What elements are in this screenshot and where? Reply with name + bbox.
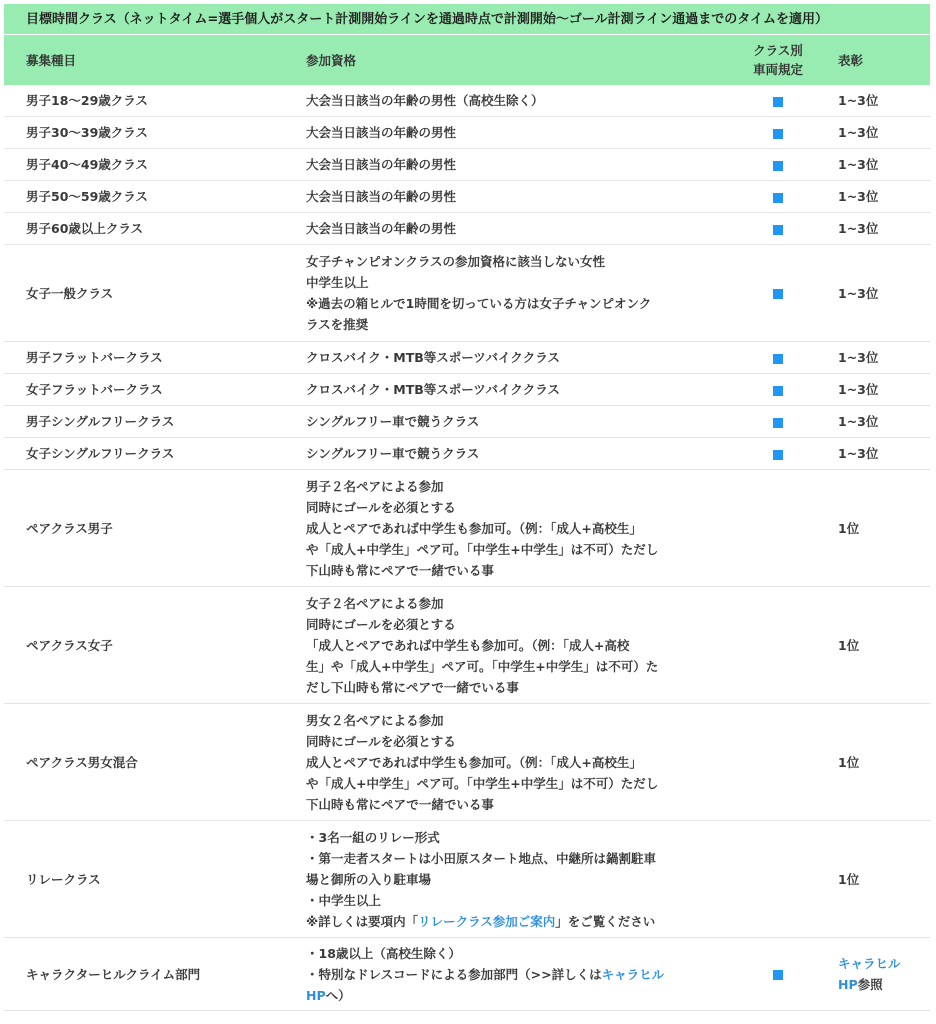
table-caption: 目標時間クラス（ネットタイム=選手個人がスタート計測開始ラインを通過時点で計測開始～ゴール計測ライン通過までのタイムを適用） [4,4,930,35]
category-cell: ペアクラス男女混合 [4,704,300,821]
table-row [4,149,930,181]
vehicle-rule-marker-icon [773,193,783,203]
vehicle-rule-cell [722,938,834,1011]
eligibility-line: 成人とペアであれば中学生も参加可。（例：「成人+高校生」 [306,520,642,536]
award-hp-link[interactable]: HP [838,977,858,992]
eligibility-line: ・中学生以上 [306,892,382,908]
eligibility-line: 女子２名ペアによる参加 [306,595,444,611]
eligibility-line: や「成人+中学生」ペア可。「中学生+中学生」は不可）ただし [306,541,659,557]
eligibility-cell [300,587,722,704]
award-cell: 1~3位 [834,85,930,117]
eligibility-line: クロスバイク・MTB等スポーツバイククラス [306,350,560,365]
vehicle-rule-cell [722,181,834,213]
eligibility-cell [300,374,722,406]
table-row [4,704,930,821]
eligibility-line: 生」や「成人+中学生」ペア可。「中学生+中学生」は不可）た [306,658,659,674]
award-cell: 1~3位 [834,374,930,406]
class-table-wrapper [4,4,930,1011]
vehicle-rule-cell [722,213,834,245]
table-row [4,117,930,149]
vehicle-rule-marker-icon [773,161,783,171]
table-row [4,342,930,374]
table-header-row [4,35,930,86]
table-row [4,213,930,245]
award-cell: 1~3位 [834,406,930,438]
category-cell: 男子シングルフリークラス [4,406,300,438]
table-row-character [4,938,930,1011]
note-prefix: ※詳しくは要項内「 [306,913,419,929]
table-row-relay [4,821,930,938]
vehicle-rule-cell [722,821,834,938]
award-cell: 1~3位 [834,149,930,181]
table-row [4,181,930,213]
category-cell: 女子フラットバークラス [4,374,300,406]
vehicle-rule-cell [722,406,834,438]
header-award: 表彰 [834,35,930,86]
eligibility-line: 下山時も常にペアで一緒でいる事 [306,796,494,812]
eligibility-line: ラスを推奨 [306,317,369,332]
vehicle-rule-marker-icon [773,418,783,428]
eligibility-cell [300,245,722,342]
eligibility-line: ・3名一組のリレー形式 [306,829,440,845]
award-charahill-link[interactable]: キャラヒル [838,956,901,971]
award-cell: 1~3位 [834,245,930,342]
category-cell: ペアクラス男子 [4,470,300,587]
eligibility-cell [300,342,722,374]
header-eligibility: 参加資格 [300,35,722,86]
eligibility-line: や「成人+中学生」ペア可。「中学生+中学生」は不可）ただし [306,775,659,791]
table-row [4,470,930,587]
eligibility-line: ・18歳以上（高校生除く） [306,945,461,961]
eligibility-cell [300,85,722,117]
eligibility-line: ※過去の箱ヒルで1時間を切っている方は女子チャンピオンク [306,296,652,311]
award-cell: 1位 [834,470,930,587]
vehicle-rule-cell [722,342,834,374]
table-row [4,438,930,470]
table-row [4,374,930,406]
award-cell: 1位 [834,821,930,938]
award-cell: 1~3位 [834,438,930,470]
eligibility-cell [300,149,722,181]
category-cell: 女子シングルフリークラス [4,438,300,470]
category-cell: 男子30～39歳クラス [4,117,300,149]
vehicle-rule-cell [722,587,834,704]
table-row [4,245,930,342]
award-cell: 1~3位 [834,181,930,213]
vehicle-rule-marker-icon [773,225,783,235]
eligibility-cell [300,938,722,1011]
class-table [4,4,930,1011]
table-row [4,587,930,704]
eligibility-line: シングルフリー車で競うクラス [306,414,480,429]
table-row [4,406,930,438]
award-cell: 1~3位 [834,342,930,374]
vehicle-rule-marker-icon [773,450,783,460]
eligibility-line [306,964,694,985]
eligibility-line: 大会当日該当の年齢の男性 [306,221,457,236]
award-cell [834,938,930,1011]
vehicle-rule-marker-icon [773,129,783,139]
vehicle-rule-cell [722,704,834,821]
category-cell: 男子60歳以上クラス [4,213,300,245]
category-cell: 女子一般クラス [4,245,300,342]
note-suffix: 」をご覧ください [555,913,656,929]
eligibility-line: 同時にゴールを必須とする [306,733,456,749]
eligibility-note [306,911,694,932]
eligibility-cell [300,181,722,213]
header-vehicle-line2: 車両規定 [752,62,803,77]
eligibility-line: 「成人とペアであれば中学生も参加可。（例：「成人+高校 [306,637,630,653]
vehicle-rule-marker-icon [773,970,783,980]
eligibility-cell [300,470,722,587]
eligibility-line: 大会当日該当の年齢の男性 [306,189,457,204]
charahill-link[interactable]: キャラヒル [601,966,665,982]
vehicle-rule-marker-icon [773,289,783,299]
eligibility-line: 同時にゴールを必須とする [306,616,456,632]
eligibility-line: 男女２名ペアによる参加 [306,712,444,728]
award-cell: 1~3位 [834,117,930,149]
header-vehicle-line1: クラス別 [753,43,803,58]
eligibility-line [306,985,694,1006]
award-cell: 1位 [834,704,930,821]
relay-guide-link[interactable]: リレークラス参加ご案内 [418,913,556,929]
award-cell: 1位 [834,587,930,704]
header-category: 募集種目 [4,35,300,86]
line-suffix: へ） [325,987,351,1003]
table-row [4,85,930,117]
vehicle-rule-cell [722,438,834,470]
eligibility-line: 場と御所の入り駐車場 [306,871,432,887]
eligibility-cell [300,704,722,821]
award-cell: 1~3位 [834,213,930,245]
category-cell: 男子18～29歳クラス [4,85,300,117]
eligibility-line: 男子２名ペアによる参加 [306,478,444,494]
award-hp-line [838,974,930,995]
header-vehicle-rules [722,35,834,86]
eligibility-line: 同時にゴールを必須とする [306,499,456,515]
vehicle-rule-marker-icon [773,97,783,107]
eligibility-cell [300,821,722,938]
eligibility-line: 大会当日該当の年齢の男性（高校生除く） [306,93,544,108]
eligibility-cell [300,117,722,149]
category-cell: リレークラス [4,821,300,938]
vehicle-rule-cell [722,374,834,406]
eligibility-line: だし下山時も常にペアで一緒でいる事 [306,679,519,695]
eligibility-cell [300,213,722,245]
vehicle-rule-marker-icon [773,386,783,396]
award-suffix: 参照 [857,977,883,992]
vehicle-rule-cell [722,117,834,149]
vehicle-rule-cell [722,245,834,342]
eligibility-line: 中学生以上 [306,275,369,290]
line-prefix: ・特別なドレスコードによる参加部門（>>詳しくは [306,966,602,982]
eligibility-line: 女子チャンピオンクラスの参加資格に該当しない女性 [306,254,606,269]
eligibility-cell [300,406,722,438]
category-cell: 男子フラットバークラス [4,342,300,374]
category-cell: 男子40～49歳クラス [4,149,300,181]
eligibility-line: シングルフリー車で競うクラス [306,446,480,461]
eligibility-line: 大会当日該当の年齢の男性 [306,157,457,172]
eligibility-line: 大会当日該当の年齢の男性 [306,125,457,140]
category-cell: 男子50～59歳クラス [4,181,300,213]
vehicle-rule-cell [722,149,834,181]
vehicle-rule-cell [722,470,834,587]
category-cell: ペアクラス女子 [4,587,300,704]
category-cell: キャラクターヒルクライム部門 [4,938,300,1011]
eligibility-line: 下山時も常にペアで一緒でいる事 [306,562,494,578]
vehicle-rule-cell [722,85,834,117]
eligibility-cell [300,438,722,470]
charahill-hp-link[interactable]: HP [306,987,326,1003]
vehicle-rule-marker-icon [773,354,783,364]
eligibility-line: 成人とペアであれば中学生も参加可。（例：「成人+高校生」 [306,754,642,770]
eligibility-line: ・第一走者スタートは小田原スタート地点、中継所は鍋割駐車 [306,850,657,866]
eligibility-line: クロスバイク・MTB等スポーツバイククラス [306,382,560,397]
